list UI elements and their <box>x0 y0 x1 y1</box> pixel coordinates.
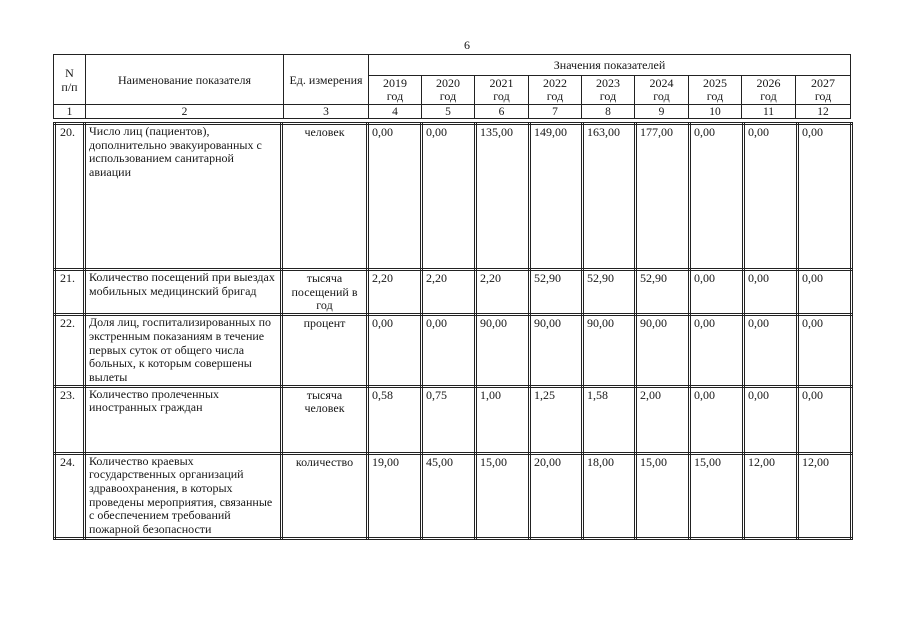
year-suffix: год <box>493 89 510 103</box>
year-column-header <box>475 76 529 105</box>
column-number-cell: 9 <box>635 105 689 119</box>
unit-cell: количество <box>282 453 368 538</box>
table-row <box>55 315 852 387</box>
row-number-cell: 24. <box>55 453 85 538</box>
indicator-name-cell: Число лиц (пациентов), дополнительно эвакуированных с использованием санитарной авиации <box>85 124 282 270</box>
value-cell: 19,00 <box>368 453 422 538</box>
year-suffix: год <box>814 89 832 103</box>
value-cell: 15,00 <box>690 453 744 538</box>
year-column-header <box>529 76 582 105</box>
year-label: 2024 <box>649 76 674 90</box>
year-column-header <box>689 76 742 105</box>
value-cell: 177,00 <box>636 124 690 270</box>
row-number-cell: 22. <box>55 315 85 387</box>
value-cell: 1,58 <box>583 386 636 453</box>
indicator-name-cell: Количество краевых государственных организаций здравоохранения, в которых проведены мероприятия, связанные с обеспечением требований пожарной безопасности <box>85 453 282 538</box>
value-cell: 0,00 <box>368 315 422 387</box>
header-row <box>54 55 851 76</box>
indicator-name-cell: Доля лиц, госпитализированных по экстренным показаниям в течение первых суток от общего числа больных, к которым совершены вылеты <box>85 315 282 387</box>
year-column-header <box>422 76 475 105</box>
value-cell: 0,00 <box>690 124 744 270</box>
year-label: 2020 <box>436 76 460 90</box>
value-cell: 2,00 <box>636 386 690 453</box>
year-column-header <box>796 76 851 105</box>
value-cell: 0,00 <box>798 270 852 315</box>
value-cell: 90,00 <box>636 315 690 387</box>
value-cell: 163,00 <box>583 124 636 270</box>
value-cell: 12,00 <box>744 453 798 538</box>
column-numbers-row <box>54 105 851 119</box>
year-label: 2021 <box>489 76 514 90</box>
year-suffix: год <box>439 89 457 103</box>
year-label: 2022 <box>543 76 567 90</box>
value-cell: 0,00 <box>744 124 798 270</box>
value-cell: 2,20 <box>368 270 422 315</box>
value-cell: 0,00 <box>690 315 744 387</box>
year-label: 2026 <box>756 76 781 90</box>
table-row <box>55 124 852 270</box>
indicators-table <box>53 122 853 540</box>
indicator-name-cell: Количество посещений при выездах мобильных медицинский бригад <box>85 270 282 315</box>
row-number-cell: 23. <box>55 386 85 453</box>
column-number-cell: 8 <box>582 105 635 119</box>
value-cell: 0,58 <box>368 386 422 453</box>
value-cell: 12,00 <box>798 453 852 538</box>
column-number-cell: 10 <box>689 105 742 119</box>
value-cell: 0,00 <box>798 124 852 270</box>
number-header-line2: п/п <box>61 79 78 94</box>
value-cell: 2,20 <box>476 270 530 315</box>
column-number-cell: 5 <box>422 105 475 119</box>
indicator-name-cell: Количество пролеченных иностранных граждан <box>85 386 282 453</box>
year-suffix: год <box>653 89 670 103</box>
year-suffix: год <box>386 89 404 103</box>
value-cell: 1,00 <box>476 386 530 453</box>
table-body <box>55 124 852 539</box>
value-cell: 0,00 <box>690 270 744 315</box>
table-row <box>55 453 852 538</box>
year-suffix: год <box>706 89 724 103</box>
year-column-header <box>742 76 796 105</box>
column-number-cell: 12 <box>796 105 851 119</box>
value-cell: 0,75 <box>422 386 476 453</box>
column-number-cell: 2 <box>86 105 284 119</box>
unit-cell: процент <box>282 315 368 387</box>
value-cell: 0,00 <box>744 386 798 453</box>
value-cell: 135,00 <box>476 124 530 270</box>
column-number-cell: 7 <box>529 105 582 119</box>
column-number-cell: 6 <box>475 105 529 119</box>
value-cell: 0,00 <box>690 386 744 453</box>
page-number: 6 <box>464 38 470 52</box>
year-column-header <box>582 76 635 105</box>
value-cell: 45,00 <box>422 453 476 538</box>
row-number-cell: 20. <box>55 124 85 270</box>
value-cell: 0,00 <box>798 386 852 453</box>
unit-cell: тысяча посещений в год <box>282 270 368 315</box>
value-cell: 90,00 <box>476 315 530 387</box>
unit-cell: тысяча человек <box>282 386 368 453</box>
value-cell: 2,20 <box>422 270 476 315</box>
year-label: 2025 <box>703 76 727 90</box>
value-cell: 52,90 <box>583 270 636 315</box>
value-cell: 149,00 <box>530 124 583 270</box>
year-suffix: год <box>760 89 777 103</box>
column-number-cell: 11 <box>742 105 796 119</box>
column-number-cell: 4 <box>369 105 422 119</box>
table-row <box>55 270 852 315</box>
value-cell: 15,00 <box>476 453 530 538</box>
value-cell: 18,00 <box>583 453 636 538</box>
indicator-name-column-header: Наименование показателя <box>86 55 284 105</box>
number-column-header <box>54 55 86 105</box>
year-label: 2019 <box>383 76 407 90</box>
column-number-cell: 3 <box>284 105 369 119</box>
year-suffix: год <box>599 89 617 103</box>
value-cell: 1,25 <box>530 386 583 453</box>
unit-column-header: Ед. измерения <box>284 55 369 105</box>
year-column-header <box>369 76 422 105</box>
year-label: 2023 <box>596 76 620 90</box>
table-header <box>53 54 851 119</box>
value-cell: 90,00 <box>583 315 636 387</box>
value-cell: 0,00 <box>422 124 476 270</box>
value-cell: 90,00 <box>530 315 583 387</box>
value-cell: 0,00 <box>368 124 422 270</box>
table-row <box>55 386 852 453</box>
value-cell: 0,00 <box>744 270 798 315</box>
year-label: 2027 <box>811 76 836 90</box>
value-cell: 52,90 <box>636 270 690 315</box>
value-cell: 0,00 <box>798 315 852 387</box>
unit-cell: человек <box>282 124 368 270</box>
value-cell: 15,00 <box>636 453 690 538</box>
row-number-cell: 21. <box>55 270 85 315</box>
value-cell: 0,00 <box>422 315 476 387</box>
value-cell: 20,00 <box>530 453 583 538</box>
value-cell: 0,00 <box>744 315 798 387</box>
year-column-header <box>635 76 689 105</box>
number-header-line1: N <box>65 65 74 80</box>
column-number-cell: 1 <box>54 105 86 119</box>
values-group-header: Значения показателей <box>369 55 851 76</box>
year-suffix: год <box>546 89 564 103</box>
value-cell: 52,90 <box>530 270 583 315</box>
